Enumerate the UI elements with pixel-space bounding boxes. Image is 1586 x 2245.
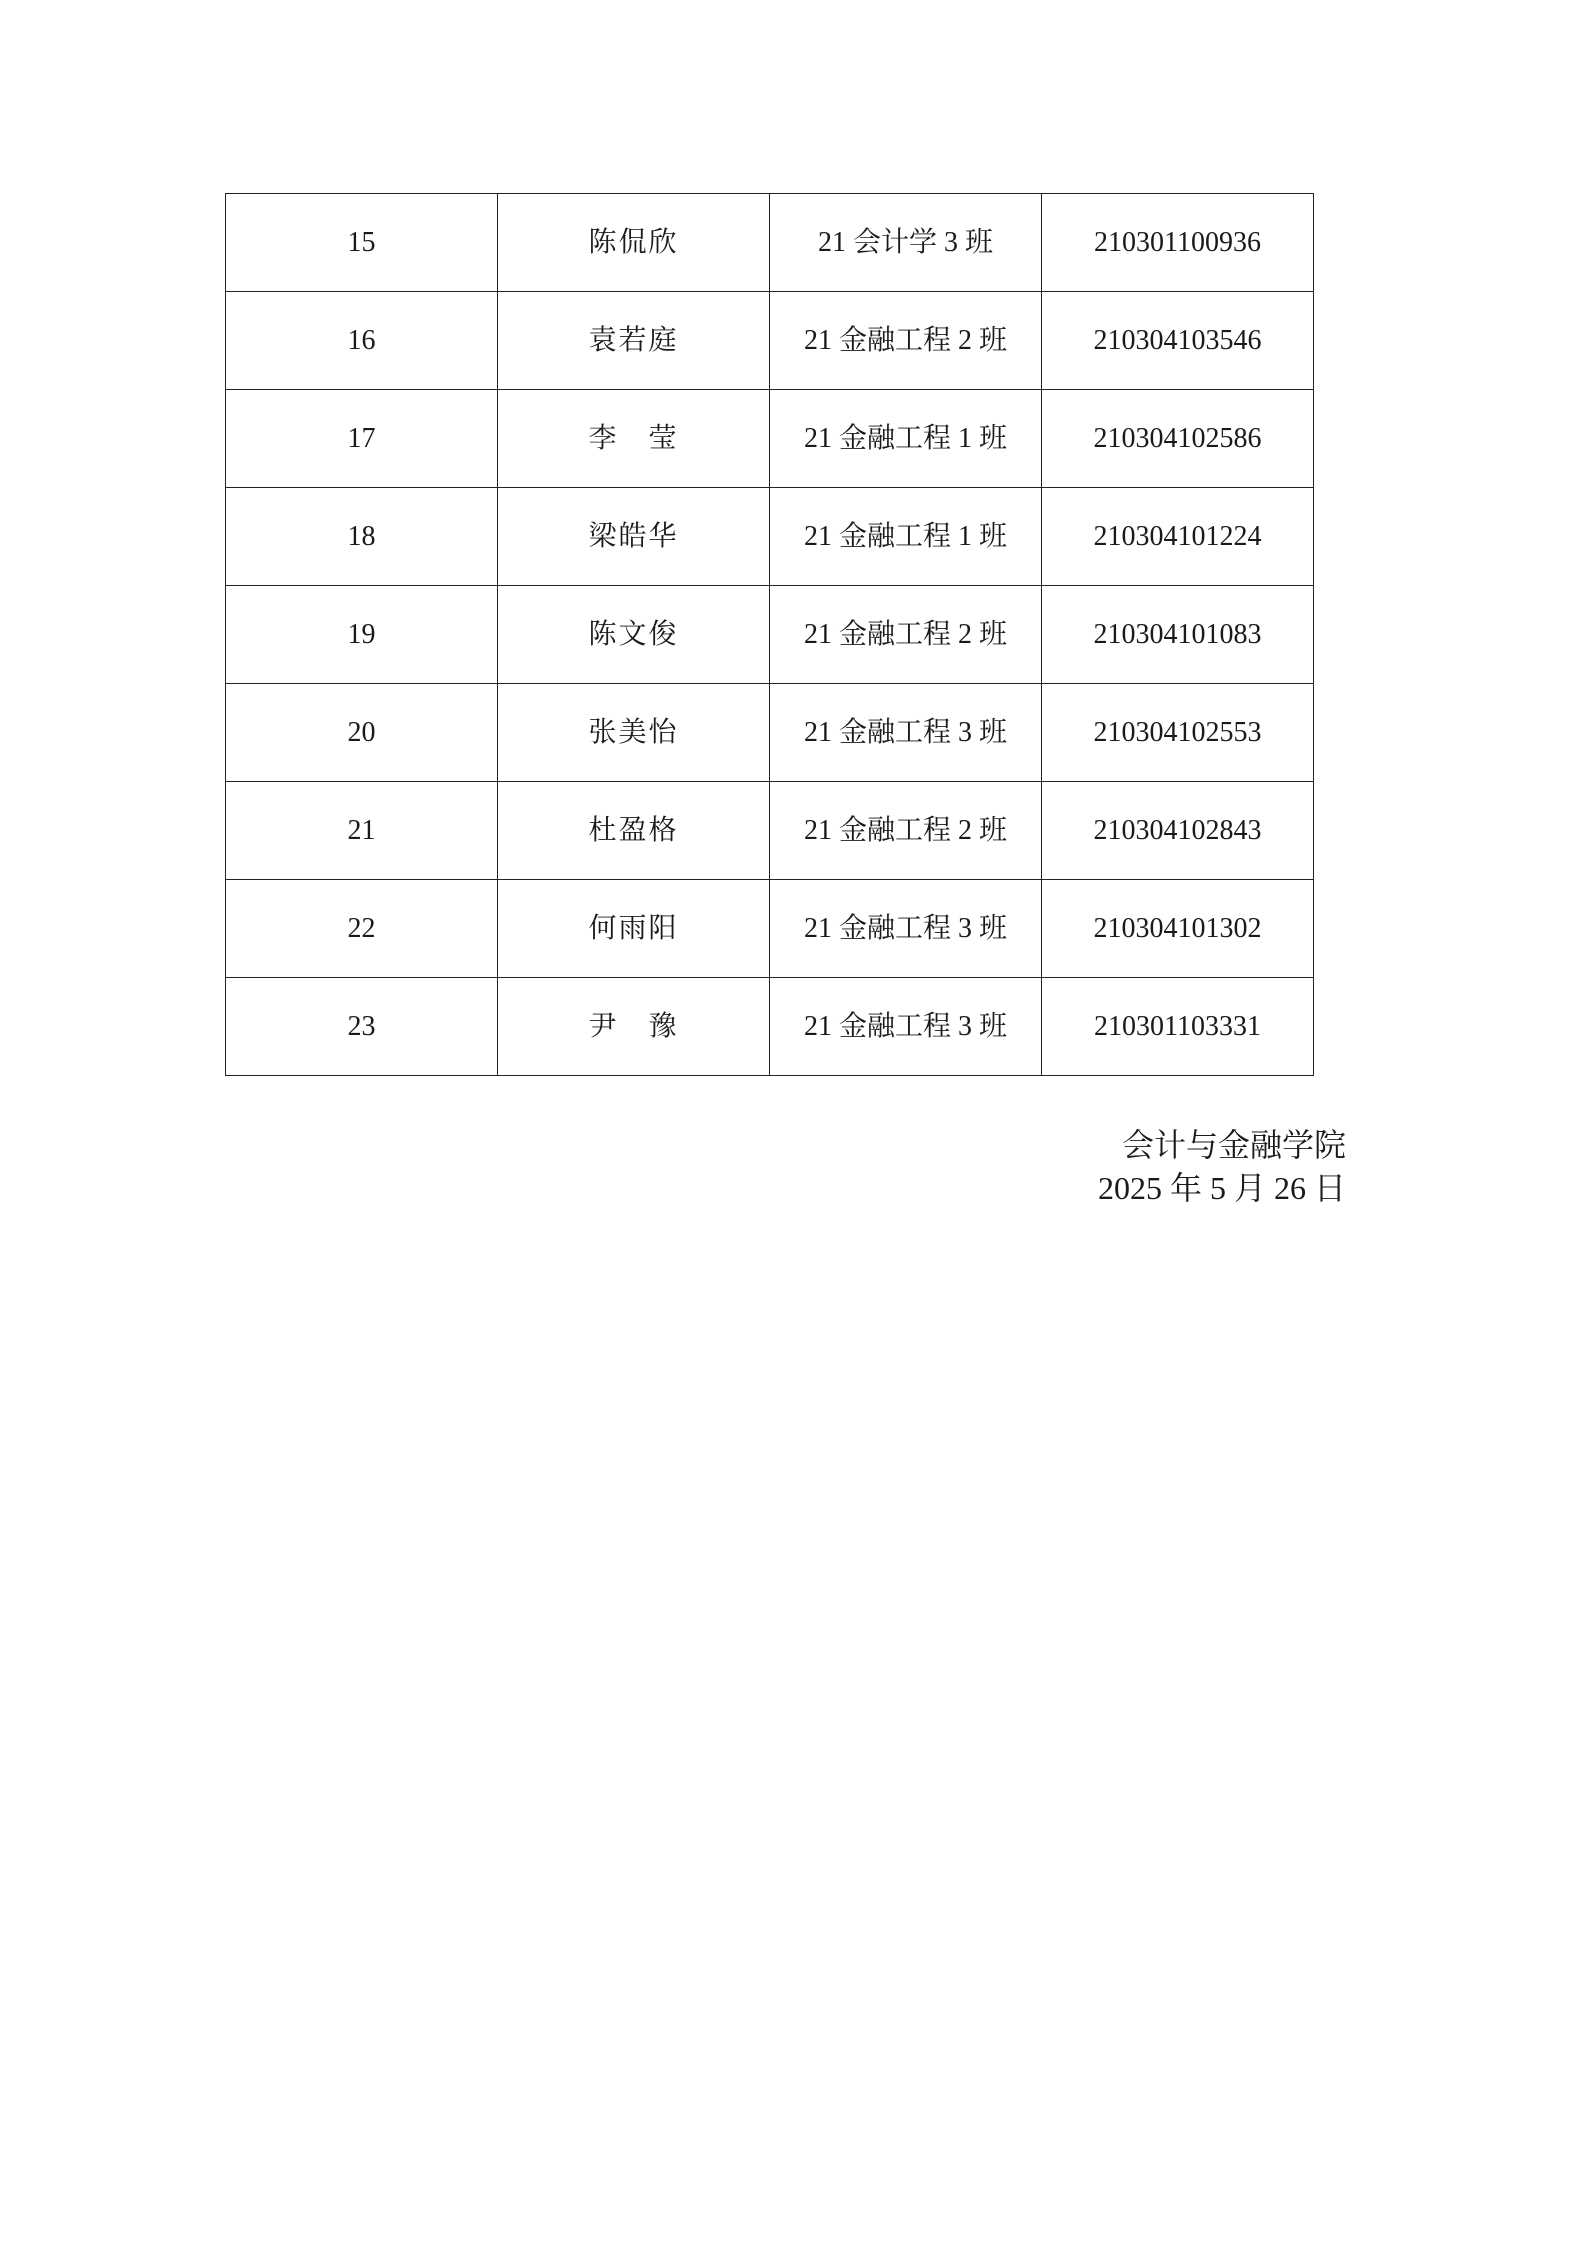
row-number: 17 [226, 390, 498, 488]
student-name: 袁若庭 [498, 292, 770, 390]
table-row [226, 390, 1314, 488]
student-id: 210304102843 [1042, 782, 1314, 880]
issuing-organization: 会计与金融学院 [1121, 1127, 1346, 1163]
table-row [226, 488, 1314, 586]
table-row [226, 194, 1314, 292]
student-id: 210304101302 [1042, 880, 1314, 978]
table-row [226, 292, 1314, 390]
student-name: 陈文俊 [498, 586, 770, 684]
row-number: 23 [226, 978, 498, 1076]
table-row [226, 880, 1314, 978]
table-row [226, 684, 1314, 782]
row-number: 18 [226, 488, 498, 586]
student-name: 李 莹 [498, 390, 770, 488]
class-name: 21 金融工程 3 班 [770, 978, 1042, 1076]
student-id: 210301100936 [1042, 194, 1314, 292]
student-name: 何雨阳 [498, 880, 770, 978]
row-number: 22 [226, 880, 498, 978]
student-roster-table [225, 193, 1314, 1076]
row-number: 21 [226, 782, 498, 880]
row-number: 15 [226, 194, 498, 292]
class-name: 21 金融工程 1 班 [770, 390, 1042, 488]
class-name: 21 金融工程 2 班 [770, 292, 1042, 390]
issue-date: 2025 年 5 月 26 日 [1097, 1170, 1346, 1206]
student-id: 210304102553 [1042, 684, 1314, 782]
student-id: 210304102586 [1042, 390, 1314, 488]
class-name: 21 会计学 3 班 [770, 194, 1042, 292]
table-row [226, 978, 1314, 1076]
class-name: 21 金融工程 2 班 [770, 586, 1042, 684]
row-number: 20 [226, 684, 498, 782]
table-row [226, 782, 1314, 880]
row-number: 16 [226, 292, 498, 390]
student-id: 210304103546 [1042, 292, 1314, 390]
class-name: 21 金融工程 1 班 [770, 488, 1042, 586]
student-id: 210304101083 [1042, 586, 1314, 684]
class-name: 21 金融工程 3 班 [770, 684, 1042, 782]
student-name: 张美怡 [498, 684, 770, 782]
student-name: 杜盈格 [498, 782, 770, 880]
student-id: 210301103331 [1042, 978, 1314, 1076]
class-name: 21 金融工程 2 班 [770, 782, 1042, 880]
roster-body [226, 194, 1314, 1076]
class-name: 21 金融工程 3 班 [770, 880, 1042, 978]
student-name: 梁皓华 [498, 488, 770, 586]
document-footer [1098, 1124, 1346, 1210]
student-name: 尹 豫 [498, 978, 770, 1076]
student-name: 陈侃欣 [498, 194, 770, 292]
student-id: 210304101224 [1042, 488, 1314, 586]
row-number: 19 [226, 586, 498, 684]
table-row [226, 586, 1314, 684]
